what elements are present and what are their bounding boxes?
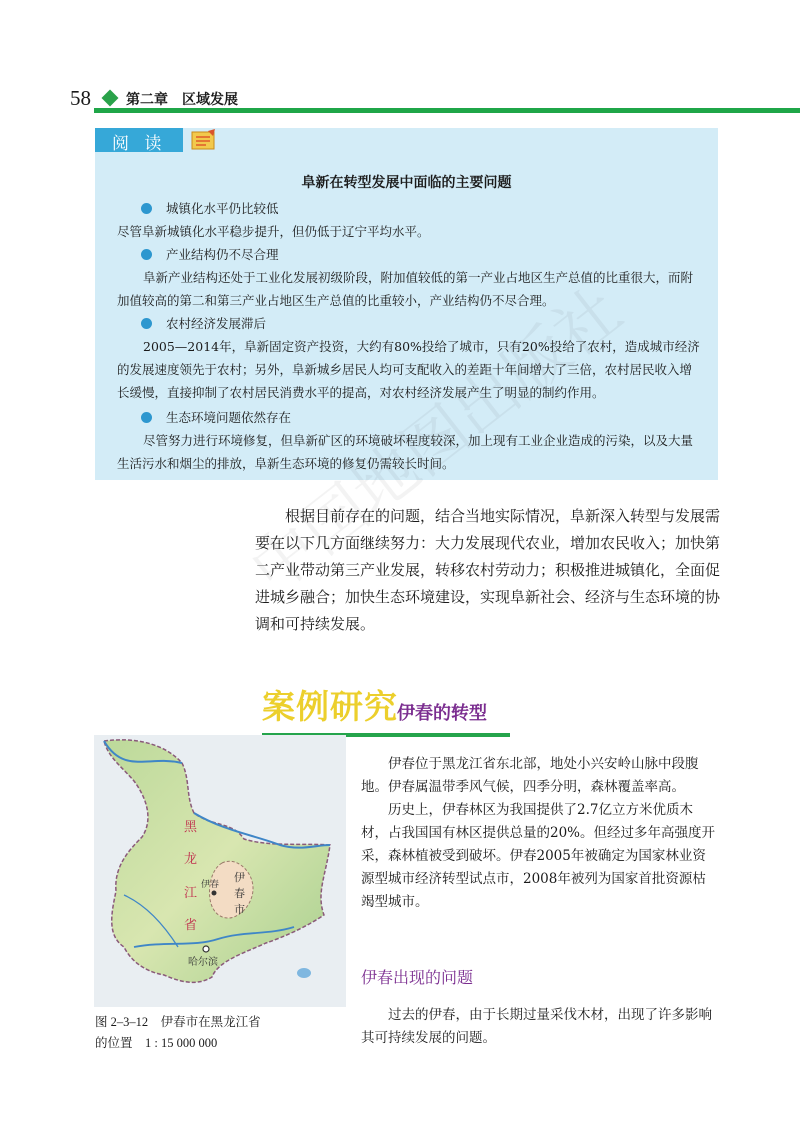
reading-item-heading: 产业结构仍不尽合理 [166, 247, 279, 262]
reading-label: 阅 读 [112, 134, 167, 154]
reading-title: 阜新在转型发展中面临的主要问题 [301, 175, 512, 191]
figure-caption [95, 1012, 315, 1054]
body-paragraph: 根据目前存在的问题，结合当地实际情况，阜新深入转型与发展需要在以下几方面继续努力：大力发展现代农业，增加农民收入；加快第二产业带动第三产业发展，转移农村劳动力；积极推进城镇化，全面促进城乡融合；加快生态环境建设，实现阜新社会、经济与生态环境的协调和可持续发展。 [255, 507, 721, 633]
chapter-diamond-icon [102, 90, 119, 107]
city-label-1: 伊 [234, 871, 245, 884]
bullet-icon [141, 412, 152, 423]
chapter-title: 第二章 区域发展 [126, 92, 238, 108]
section-paragraph: 过去的伊春，由于长期过量采伐木材，出现了许多影响其可持续发展的问题。 [361, 1007, 712, 1046]
reading-item-text: 阜新产业结构还处于工业化发展初级阶段，附加值较低的第一产业占地区生产总值的比重很大，而附加值较高的第二和第三产业占地区生产总值的比重较小，产业结构仍不尽合理。 [117, 270, 694, 308]
figure-caption-line1: 图 2–3–12 伊春市在黑龙江省 [95, 1015, 261, 1029]
city-label-3: 市 [234, 903, 245, 916]
city-label-2: 春 [234, 887, 245, 900]
city-point-label: 伊春 [201, 880, 220, 890]
case-study-title: 案例研究 [262, 687, 398, 726]
case-paragraph-2: 历史上，伊春林区为我国提供了2.7亿立方米优质木材，占我国国有林区提供总量的20%。但经过多年高强度开采，森林植被受到破坏。伊春2005年被确定为国家林业资源型城市经济转型试点市，2008年被列为国家首批资源枯竭型城市。 [361, 802, 716, 910]
case-study-subtitle: 伊春的转型 [397, 703, 487, 724]
reading-item-text: 2005—2014年，阜新固定资产投资，大约有80%投给了城市，只有20%投给了农村，造成城市经济的发展速度领先于农村；另外，阜新城乡居民人均可支配收入的差距十年间增大了三倍，农村居民收入增长缓慢，直接抑制了农村居民消费水平的提高，对农村经济发展产生了明显的制约作用。 [117, 339, 700, 400]
page-number: 58 [70, 86, 91, 110]
reading-item-heading: 生态环境问题依然存在 [166, 410, 292, 425]
reading-item-text: 尽管努力进行环境修复，但阜新矿区的环境破坏程度较深，加上现有工业企业造成的污染，以及大量生活污水和烟尘的排放，阜新生态环境的修复仍需较长时间。 [117, 433, 694, 471]
case-paragraph-1: 伊春位于黑龙江省东北部，地处小兴安岭山脉中段腹地。伊春属温带季风气候，四季分明，森林覆盖率高。 [361, 756, 699, 795]
heilongjiang-map [94, 735, 346, 1007]
reading-item-text: 尽管阜新城镇化水平稳步提升，但仍低于辽宁平均水平。 [117, 224, 430, 239]
bullet-icon [141, 203, 152, 214]
case-study-text [361, 753, 719, 914]
province-char-2: 龙 [184, 852, 198, 867]
figure-caption-line2: 的位置 1 : 15 000 000 [95, 1036, 218, 1050]
province-char-1: 黑 [184, 820, 198, 835]
header-rule [94, 108, 800, 113]
book-icon [190, 129, 216, 151]
province-char-4: 省 [184, 918, 198, 933]
section-heading: 伊春出现的问题 [361, 968, 474, 987]
capital-point-icon [203, 946, 209, 952]
capital-label: 哈尔滨 [188, 957, 218, 968]
province-char-3: 江 [184, 886, 198, 901]
reading-item-heading: 城镇化水平仍比较低 [166, 201, 279, 216]
reading-item-heading: 农村经济发展滞后 [166, 316, 267, 331]
yichun-point [212, 891, 217, 896]
bullet-icon [141, 318, 152, 329]
bullet-icon [141, 249, 152, 260]
